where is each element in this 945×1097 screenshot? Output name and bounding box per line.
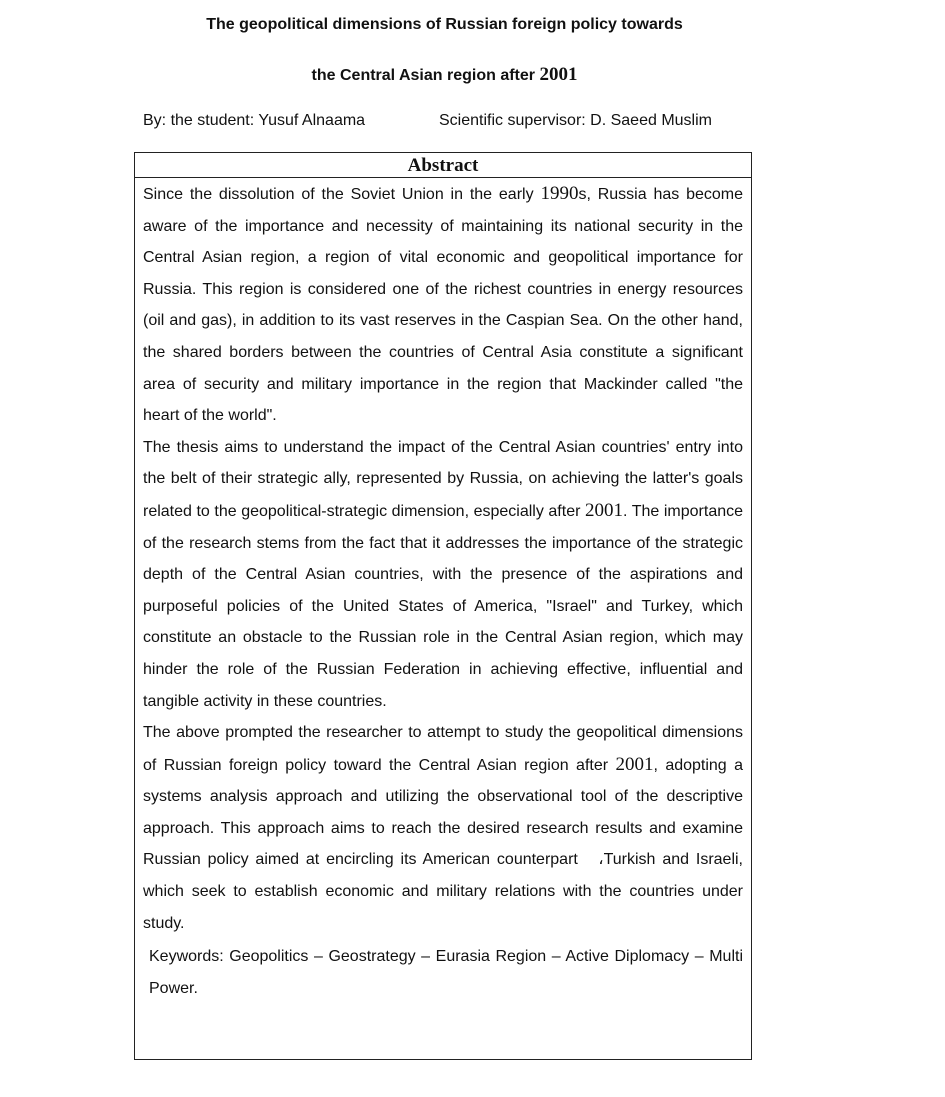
paragraph-1-text-a: Since the dissolution of the Soviet Union in the early: [143, 186, 541, 203]
title-year: 2001: [539, 64, 578, 85]
paragraph-2-year: 2001: [585, 499, 623, 521]
abstract-heading: Abstract: [135, 153, 751, 178]
abstract-paragraph-2: [143, 432, 743, 717]
paragraph-1-year: 1990: [540, 183, 579, 204]
paragraph-2-text-b: . The importance of the research stems from the fact that it addresses the importance of the strategic depth of the Central Asian countries, with the presence of the aspirations and purposeful policies of the United States of America, "Israel" and Turkey, which constitute an obstacle to the Russian role in the Central Asian region, which may hinder the role of the Russian Federation in achieving effective, influential and tangible activity in these countries.: [143, 502, 744, 710]
paragraph-3-text-b: , adopting a systems analysis approach and utilizing the observational tool of the descriptive approach. This approach aims to reach the desired research results and examine Russian policy aimed at encircling its American counterpart ،Turkish and Israeli, which seek to establish economic and military relations with the countries under study.: [143, 756, 744, 932]
supervisor-line: Scientific supervisor: D. Saeed Muslim: [439, 112, 712, 129]
keywords: Keywords: Geopolitics – Geostrategy – Eurasia Region – Active Diplomacy – Multi Power.: [149, 948, 743, 997]
title-line-1: The geopolitical dimensions of Russian foreign policy towards: [206, 16, 683, 33]
title-line-2-text: the Central Asian region after: [311, 67, 540, 84]
author-line: By: the student: Yusuf Alnaama: [143, 112, 366, 129]
abstract-box: [134, 152, 752, 1060]
paragraph-2-text-a: The thesis aims to understand the impact of the Central Asian countries' entry into the belt of their strategic ally, represented by Russia, on achieving the latter's goals related to the geopolitical-strategic dimension, especially after: [143, 438, 743, 520]
title-line-2: [0, 64, 889, 86]
abstract-body: [135, 178, 751, 1004]
paragraph-3-year: 2001: [615, 753, 654, 775]
abstract-paragraph-1: [143, 178, 743, 432]
paragraph-1-text-b: s, Russia has become aware of the importance and necessity of maintaining its national security in the Central Asian region, a region of vital economic and geopolitical importance for Russia. This region is considered one of the richest countries in energy resources (oil and gas), in addition to its vast reserves in the Caspian Sea. On the other hand, the shared borders between the countries of Central Asia constitute a significant area of security and military importance in the region that Mackinder called "the heart of the world".: [143, 186, 744, 425]
paragraph-3-text-a: The above prompted the researcher to attempt to study the geopolitical dimensions of Russian foreign policy toward the Central Asian region after: [143, 724, 743, 774]
abstract-paragraph-3: [143, 717, 743, 939]
